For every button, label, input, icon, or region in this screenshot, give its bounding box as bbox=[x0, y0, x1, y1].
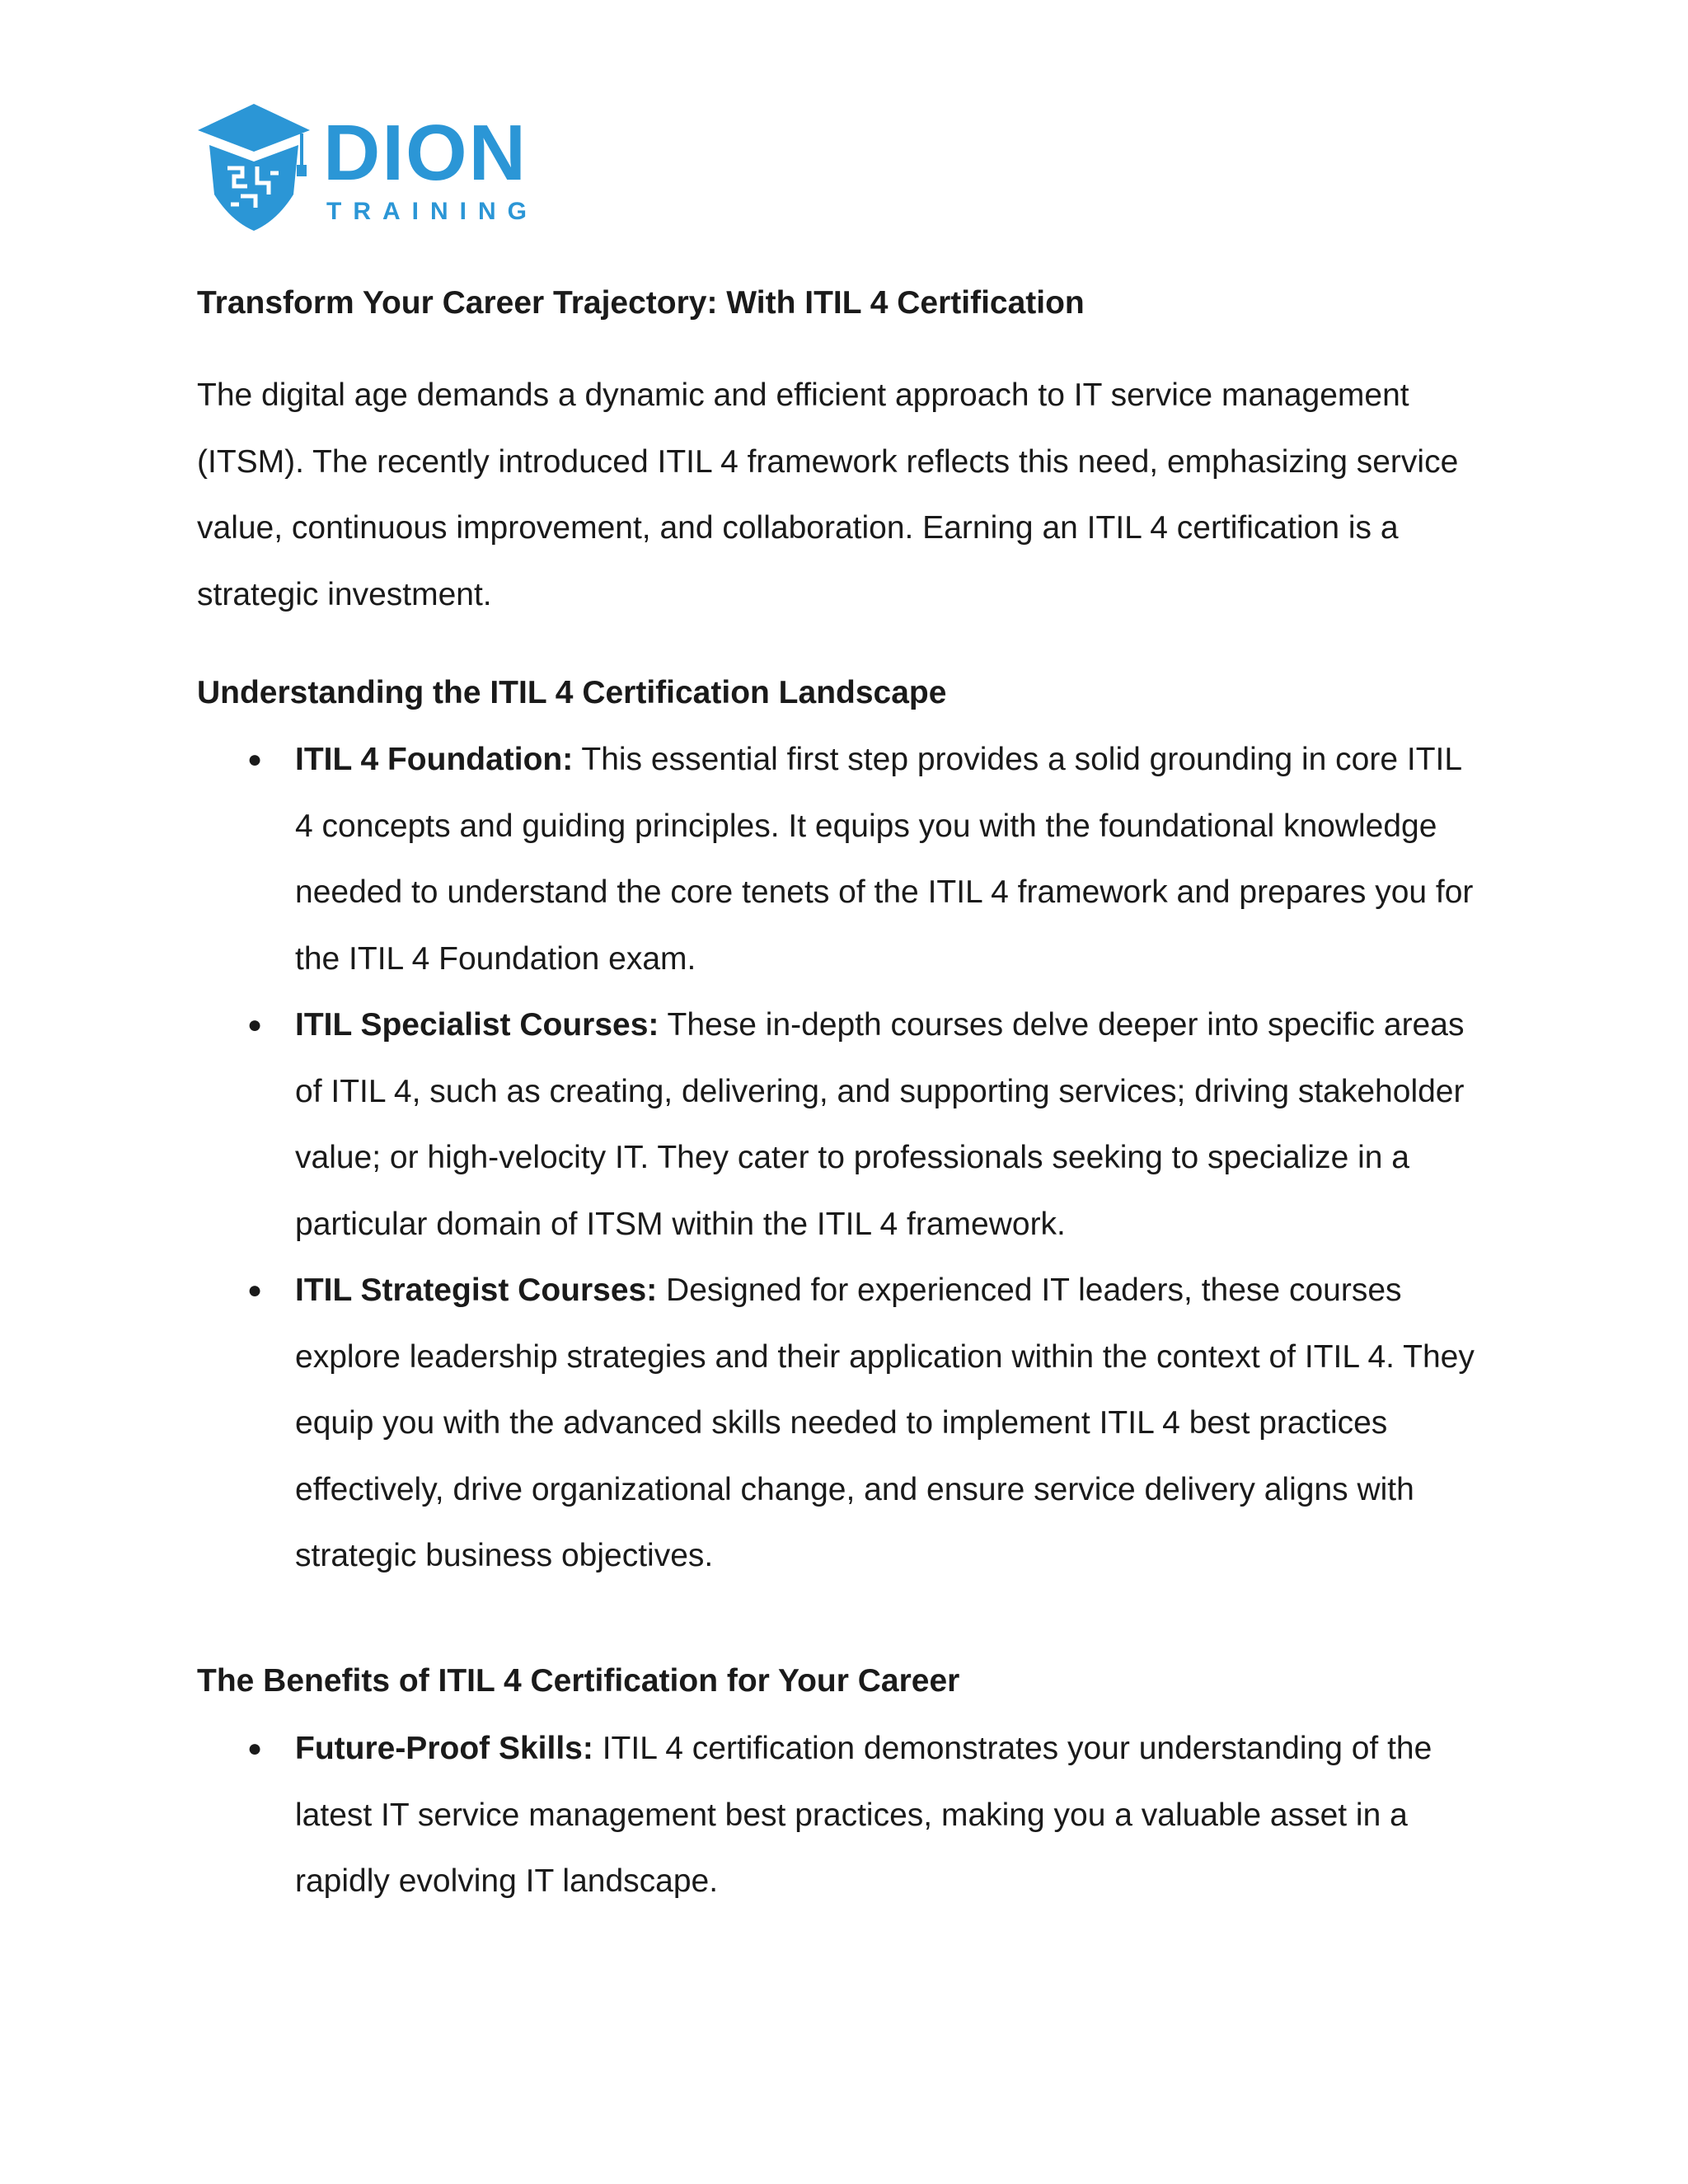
list-item-text: Designed for experienced IT leaders, these courses explore leadership strategies and their application within the context of ITIL 4. They equip you with the advanced skills needed to implement ITIL 4 best practices effectively, drive organizational change, and ensure service delivery aligns with strategic business objectives. bbox=[295, 1272, 1475, 1573]
list-item bbox=[197, 1258, 1483, 1590]
bullet-icon: ● bbox=[247, 1277, 263, 1304]
graduation-cap-icon bbox=[198, 104, 310, 152]
page-title: Transform Your Career Trajectory: With ITIL 4 Certification bbox=[197, 285, 1085, 321]
list-item-term: ITIL Strategist Courses: bbox=[295, 1272, 658, 1308]
landscape-list bbox=[197, 727, 1483, 1590]
list-item-text: These in-depth courses delve deeper into specific areas of ITIL 4, such as creating, delivering, and supporting services; driving stakeholder value; or high-velocity IT. They cater to professionals seeking to specialize in a particular domain of ITSM within the ITIL 4 framework. bbox=[295, 1007, 1465, 1242]
list-item-text: This essential first step provides a solid grounding in core ITIL 4 concepts and guiding principles. It equips you with the foundational knowledge needed to understand the core tenets of the ITIL 4 framework and prepares you for the ITIL 4 Foundation exam. bbox=[295, 742, 1474, 977]
list-item-term: ITIL Specialist Courses: bbox=[295, 1007, 659, 1043]
svg-text:DION: DION bbox=[323, 109, 528, 197]
list-item bbox=[197, 727, 1483, 992]
bullet-icon: ● bbox=[247, 746, 263, 773]
dion-training-logo bbox=[195, 97, 541, 237]
list-item-term: Future-Proof Skills: bbox=[295, 1731, 593, 1766]
benefits-list bbox=[197, 1716, 1483, 1915]
list-item-term: ITIL 4 Foundation: bbox=[295, 742, 574, 777]
intro-paragraph: The digital age demands a dynamic and efficient approach to IT service management (ITSM). The recently introduced ITIL 4 framework reflects this need, emphasizing service value, continuous improvement, and collaboration. Earning an ITIL 4 certification is a strategic investment. bbox=[197, 377, 1459, 612]
svg-text:TRAINING: TRAINING bbox=[326, 198, 538, 225]
list-item-text: ITIL 4 certification demonstrates your understanding of the latest IT service management best practices, making you a valuable asset in a rapidly evolving IT landscape. bbox=[295, 1731, 1432, 1899]
section-heading-landscape: Understanding the ITIL 4 Certification Landscape bbox=[197, 675, 947, 710]
list-item bbox=[197, 1716, 1483, 1915]
list-item bbox=[197, 992, 1483, 1258]
bullet-icon: ● bbox=[247, 1011, 263, 1038]
bullet-icon: ● bbox=[247, 1735, 263, 1762]
section-heading-benefits: The Benefits of ITIL 4 Certification for Your Career bbox=[197, 1663, 960, 1699]
shield-icon bbox=[209, 145, 298, 231]
